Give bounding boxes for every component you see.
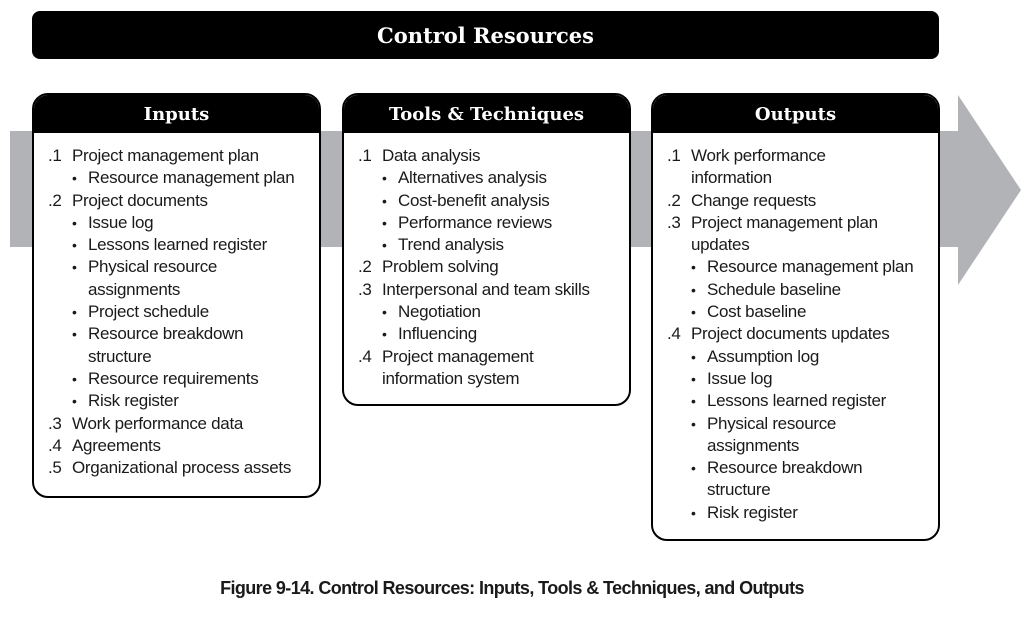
bullet-icon: • [382,326,387,343]
item-label: assignments [88,279,181,299]
sub-list-item [358,323,629,345]
inputs-heading: Inputs [143,103,210,125]
bullet-icon: • [382,214,387,231]
item-label: Project schedule [88,302,209,322]
list-item [48,457,319,479]
sub-list-item [358,167,629,189]
item-label: Cost baseline [707,302,807,322]
bullet-icon: • [691,259,696,276]
bullet-icon: • [72,237,77,254]
sub-list-item [358,212,629,234]
bullet-icon: • [691,281,696,298]
item-label: Issue log [88,212,154,232]
item-label: updates [691,235,750,255]
item-label: Project documents [72,190,208,210]
item-number: .2 [667,190,681,210]
sub-list-item [48,279,319,301]
sub-list-item [48,368,319,390]
bullet-icon: • [691,348,696,365]
sub-list-item [667,279,938,301]
item-label: assignments [707,435,800,455]
list-item [358,346,629,368]
item-label: Problem solving [382,257,499,277]
list-item [667,145,938,167]
list-item [48,435,319,457]
item-label: Risk register [88,391,179,411]
bullet-icon: • [72,259,77,276]
item-number: .4 [358,346,372,366]
sub-list-item [667,413,938,435]
figure-caption: Figure 9-14. Control Resources: Inputs, Tools & Techniques, and Outputs [220,578,804,598]
item-label: Influencing [398,324,477,344]
sub-list-item [358,301,629,323]
item-number: .1 [358,146,372,165]
item-number: .5 [48,458,62,478]
sub-list-item [48,167,319,189]
list-item [667,167,938,189]
bullet-icon: • [691,504,696,521]
item-label: Agreements [72,435,161,455]
sub-list-item [48,390,319,412]
sub-list-item [667,502,938,524]
bullet-icon: • [691,304,696,321]
sub-list-item [48,323,319,345]
item-label: Work performance [691,146,826,165]
bullet-icon: • [72,304,77,321]
sub-list-item [48,212,319,234]
sub-list-item [667,435,938,457]
sub-list-item [667,368,938,390]
item-label: Organizational process assets [72,458,292,478]
item-label: Project documents updates [691,324,890,344]
item-label: Resource requirements [88,368,259,388]
inputs-list [34,133,319,479]
item-number: .3 [48,413,62,433]
sub-list-item [667,479,938,501]
bullet-icon [72,346,88,368]
item-number: .4 [48,435,62,455]
item-number: .2 [358,257,372,277]
bullet-icon: • [382,237,387,254]
sub-list-item [358,190,629,212]
sub-list-item [667,457,938,479]
outputs-header [653,95,938,133]
item-label: Lessons learned register [707,391,886,411]
item-label: Change requests [691,190,816,210]
item-label: Assumption log [707,346,820,366]
list-item [48,145,319,167]
item-label: information [691,168,772,188]
item-label: Issue log [707,368,773,388]
bullet-icon: • [691,415,696,432]
outputs-list [653,133,938,524]
item-label: Physical resource [707,413,837,433]
item-number: .4 [667,324,681,344]
list-item [667,190,938,212]
sub-list-item [48,234,319,256]
item-label: Project management plan [72,146,259,165]
item-label: Project management plan [691,212,878,232]
item-label: structure [707,480,771,500]
item-label: Risk register [707,502,798,522]
tools-techniques-heading: Tools & Techniques [388,103,585,125]
bullet-icon: • [382,192,387,209]
bullet-icon [691,479,707,501]
item-label: Resource breakdown [88,324,244,344]
list-item [48,413,319,435]
list-item [667,212,938,234]
item-label: Resource breakdown [707,458,863,478]
outputs-heading: Outputs [754,103,837,125]
item-label: Work performance data [72,413,244,433]
bullet-icon: • [72,370,77,387]
sub-list-item [667,346,938,368]
sub-list-item [667,256,938,278]
item-number: .3 [667,212,681,232]
item-label: Data analysis [382,146,481,165]
list-item [358,256,629,278]
list-item [358,279,629,301]
inputs-box [32,93,321,498]
item-number [358,368,382,390]
sub-list-item [48,301,319,323]
sub-list-item [667,301,938,323]
item-number [667,234,691,256]
bullet-icon: • [72,393,77,410]
item-label: Project management [382,346,534,366]
item-label: Performance reviews [398,212,552,232]
tools-techniques-header [344,95,629,133]
item-label: Cost-benefit analysis [398,190,550,210]
item-label: Resource management plan [88,168,295,188]
list-item [48,190,319,212]
list-item [667,234,938,256]
bullet-icon: • [691,460,696,477]
list-item [358,145,629,167]
item-number: .1 [667,146,681,165]
bullet-icon: • [691,370,696,387]
item-label: Alternatives analysis [398,168,547,188]
item-label: Lessons learned register [88,235,267,255]
bullet-icon: • [72,326,77,343]
inputs-header [34,95,319,133]
bullet-icon: • [382,170,387,187]
list-item [358,368,629,390]
item-label: Trend analysis [398,235,504,255]
sub-list-item [48,346,319,368]
item-number: .3 [358,279,372,299]
item-label: Negotiation [398,302,481,322]
bullet-icon [691,435,707,457]
bullet-icon: • [72,214,77,231]
sub-list-item [667,390,938,412]
item-label: Schedule baseline [707,279,841,299]
process-title-bar [32,11,939,59]
bullet-icon: • [72,170,77,187]
item-label: structure [88,346,152,366]
sub-list-item [358,234,629,256]
item-label: Interpersonal and team skills [382,279,590,299]
item-label: Resource management plan [707,257,914,277]
tools-techniques-list [344,133,629,390]
item-label: information system [382,368,520,388]
list-item [667,323,938,345]
item-number [667,167,691,189]
item-label: Physical resource [88,257,218,277]
bullet-icon: • [382,304,387,321]
tools-techniques-box [342,93,631,406]
bullet-icon [72,279,88,301]
item-number: .2 [48,190,62,210]
sub-list-item [48,256,319,278]
item-number: .1 [48,146,62,165]
outputs-box [651,93,940,541]
bullet-icon: • [691,393,696,410]
process-title: Control Resources [377,22,594,48]
